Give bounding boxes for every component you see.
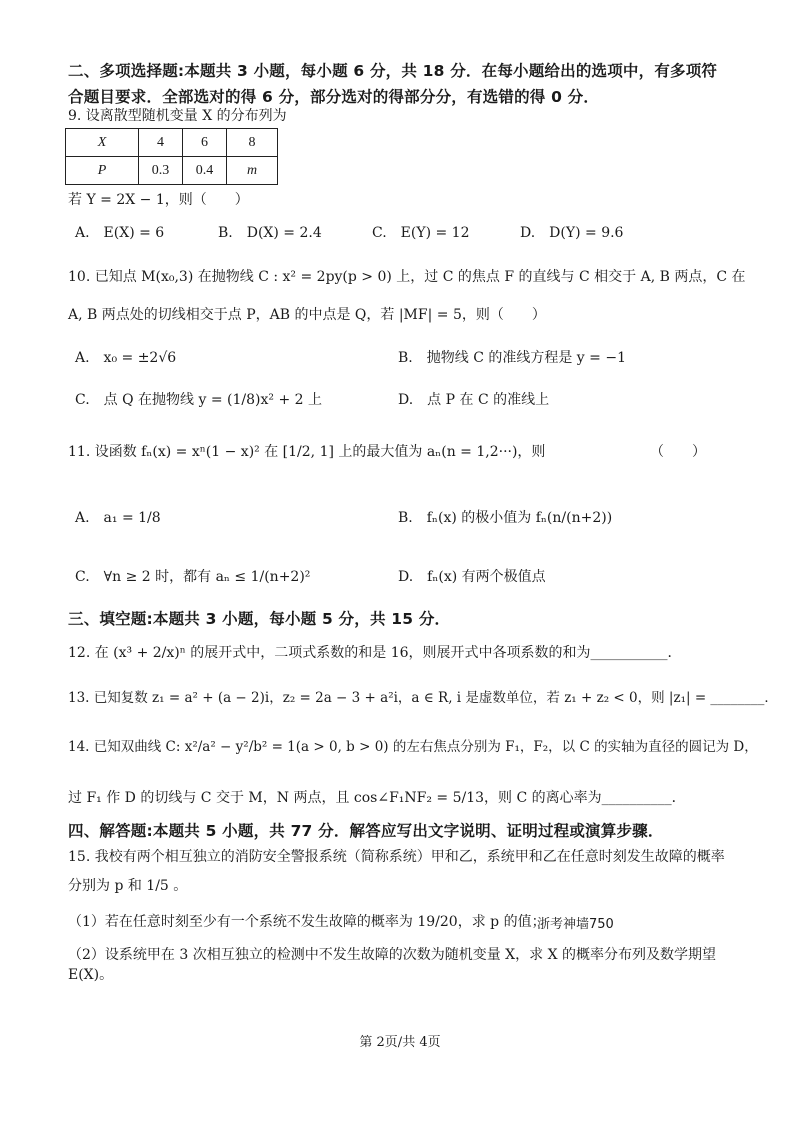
q10-option-c: C. 点 Q 在抛物线 y = (1/8)x² + 2 上 [75, 392, 322, 408]
q15-line2: 分别为 p 和 1/5 。 [68, 878, 188, 894]
q13-text: 13. 已知复数 z₁ = a² + (a − 2)i，z₂ = 2a − 3 + a²i，a ∈ R, i 是虚数单位，若 z₁ + z₂ < 0，则 |z₁| = ________． [68, 690, 778, 706]
q9-stem: 9. 设离散型随机变量 X 的分布列为 [68, 108, 287, 124]
q14-line1: 14. 已知双曲线 C: x²/a² − y²/b² = 1(a > 0, b > 0) 的左右焦点分别为 F₁，F₂，以 C 的实轴为直径的圆记为 D， [68, 739, 758, 755]
q15-line1: 15. 我校有两个相互独立的消防安全警报系统（简称系统）甲和乙，系统甲和乙在任意时刻发生故障的概率 [68, 849, 725, 865]
table-cell: 0.3 [139, 157, 183, 185]
q15-part2-line2: E(X)。 [68, 967, 114, 983]
q9-option-b: B. D(X) = 2.4 [218, 225, 322, 241]
q9-option-c: C. E(Y) = 12 [372, 225, 470, 241]
section2-heading-line2: 合题目要求．全部选对的得 6 分，部分选对的得部分分，有选错的得 0 分． [68, 88, 600, 106]
q11-answer-paren: （ ） [650, 444, 706, 460]
section4-heading: 四、解答题:本题共 5 小题，共 77 分．解答应写出文字说明、证明过程或演算步骤． [68, 822, 664, 840]
q10-option-b: B. 抛物线 C 的准线方程是 y = −1 [398, 350, 626, 366]
q15-part1: （1）若在任意时刻至少有一个系统不发生故障的概率为 19/20，求 p 的值； [68, 914, 546, 930]
q11-option-c: C. ∀n ≥ 2 时，都有 aₙ ≤ 1/(n+2)² [75, 569, 311, 585]
q10-option-a: A. x₀ = ±2√6 [75, 350, 177, 366]
q10-stem-line2: A, B 两点处的切线相交于点 P，AB 的中点是 Q，若 |MF| = 5，则（ ） [68, 307, 546, 323]
q9-condition: 若 Y = 2X − 1，则（ ） [68, 192, 249, 208]
table-cell: 6 [183, 129, 227, 157]
q10-stem-line1: 10. 已知点 M(x₀,3) 在抛物线 C : x² = 2py(p > 0) 上，过 C 的焦点 F 的直线与 C 相交于 A, B 两点，C 在 [68, 269, 746, 285]
q11-option-b: B. fₙ(x) 的极小值为 fₙ(n/(n+2)) [398, 510, 613, 526]
q9-option-d: D. D(Y) = 9.6 [520, 225, 624, 241]
q9-distribution-table [65, 128, 278, 185]
table-cell: X [66, 129, 139, 157]
table-cell: P [66, 157, 139, 185]
table-row [66, 157, 278, 185]
q9-option-a: A. E(X) = 6 [75, 225, 165, 241]
q11-stem: 11. 设函数 fₙ(x) = xⁿ(1 − x)² 在 [1/2, 1] 上的最大值为 aₙ(n = 1,2···)，则 [68, 444, 546, 460]
q12-text: 12. 在 (x³ + 2/x)ⁿ 的展开式中，二项式系数的和是 16，则展开式中各项系数的和为___________． [68, 645, 682, 661]
table-cell: 0.4 [183, 157, 227, 185]
q10-option-d: D. 点 P 在 C 的准线上 [398, 392, 550, 408]
q15-part2-line1: （2）设系统甲在 3 次相互独立的检测中不发生故障的次数为随机变量 X，求 X 的概率分布列及数学期望 [68, 947, 716, 963]
table-row [66, 129, 278, 157]
table-cell: 8 [227, 129, 278, 157]
section3-heading: 三、填空题:本题共 3 小题，每小题 5 分，共 15 分． [68, 610, 451, 628]
section2-heading-line1: 二、多项选择题:本题共 3 小题，每小题 6 分，共 18 分．在每小题给出的选项中，有多项符 [68, 62, 718, 80]
table-cell: m [227, 157, 278, 185]
q11-option-a: A. a₁ = 1/8 [75, 510, 161, 526]
table-cell: 4 [139, 129, 183, 157]
q14-line2: 过 F₁ 作 D 的切线与 C 交于 M，N 两点，且 cos∠F₁NF₂ = 5/13，则 C 的离心率为__________． [68, 790, 686, 806]
page-number-footer: 第 2页/共 4页 [359, 1035, 441, 1050]
q11-option-d: D. fₙ(x) 有两个极值点 [398, 569, 546, 585]
watermark-text: 浙考神墙750 [537, 917, 614, 932]
